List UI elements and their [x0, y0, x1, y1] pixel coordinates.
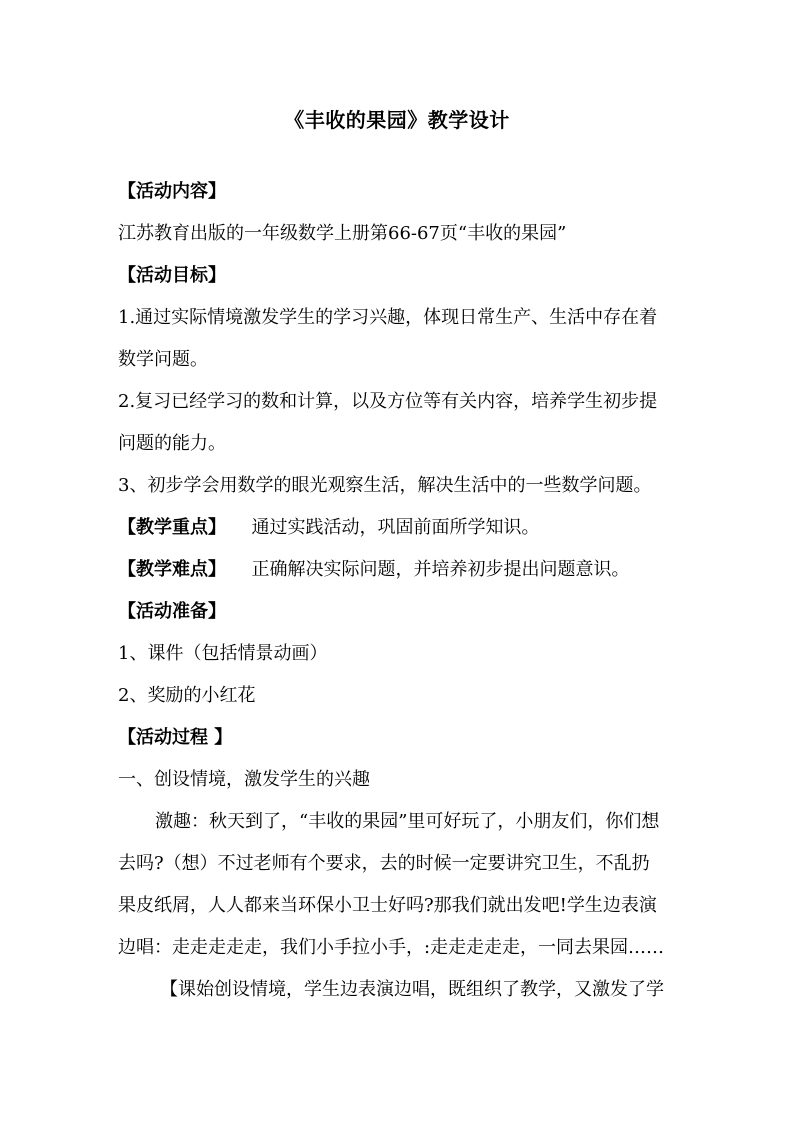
activity-goal-line-2: 数学问题。	[118, 349, 208, 370]
activity-process-line-3: 果皮纸屑，人人都来当环保小卫士好吗?那我们就出发吧!学生边表演	[118, 895, 657, 916]
activity-process-line-4: 边唱：走走走走走，我们小手拉小手，:走走走走走，一同去果园……	[118, 937, 665, 958]
teaching-difficulty-text: 正确解决实际问题，并培养初步提出问题意识。	[251, 559, 630, 580]
activity-process-line-1: 激趣：秋天到了，“丰收的果园”里可好玩了，小朋友们，你们想	[155, 811, 660, 832]
activity-goal-line-3: 2.复习已经学习的数和计算，以及方位等有关内容，培养学生初步提	[118, 391, 658, 412]
teaching-focus-heading: 【教学重点】	[118, 517, 226, 538]
activity-preparation-heading: 【活动准备】	[118, 601, 226, 622]
teaching-difficulty-row	[118, 558, 678, 582]
teaching-difficulty-heading: 【教学难点】	[118, 559, 226, 580]
teaching-focus-text: 通过实践活动，巩固前面所学知识。	[251, 517, 540, 538]
activity-content-text: 江苏教育出版的一年级数学上册第66-67页“丰收的果园”	[118, 223, 567, 244]
activity-preparation-item-2: 2、奖励的小红花	[118, 685, 256, 706]
teaching-focus-row	[118, 516, 678, 540]
activity-content-heading: 【活动内容】	[118, 181, 226, 202]
activity-preparation-item-1: 1、课件（包括情景动画）	[118, 643, 328, 664]
activity-goals-heading: 【活动目标】	[118, 265, 226, 286]
activity-goal-line-1: 1.通过实际情境激发学生的学习兴趣，体现日常生产、生活中存在着	[118, 307, 658, 328]
activity-goal-line-4: 问题的能力。	[118, 433, 226, 454]
activity-process-line-2: 去吗?（想）不过老师有个要求，去的时候一定要讲究卫生，不乱扔	[118, 853, 650, 874]
activity-goal-line-5: 3、初步学会用数学的眼光观察生活，解决生活中的一些数学问题。	[118, 475, 652, 496]
activity-process-heading: 【活动过程 】	[118, 727, 233, 748]
activity-process-subheading: 一、创设情境，激发学生的兴趣	[118, 769, 370, 790]
activity-process-line-5: 【课始创设情境，学生边表演边唱，既组织了教学，又激发了学	[160, 979, 664, 1000]
document-title: 《丰收的果园》教学设计	[284, 108, 510, 132]
